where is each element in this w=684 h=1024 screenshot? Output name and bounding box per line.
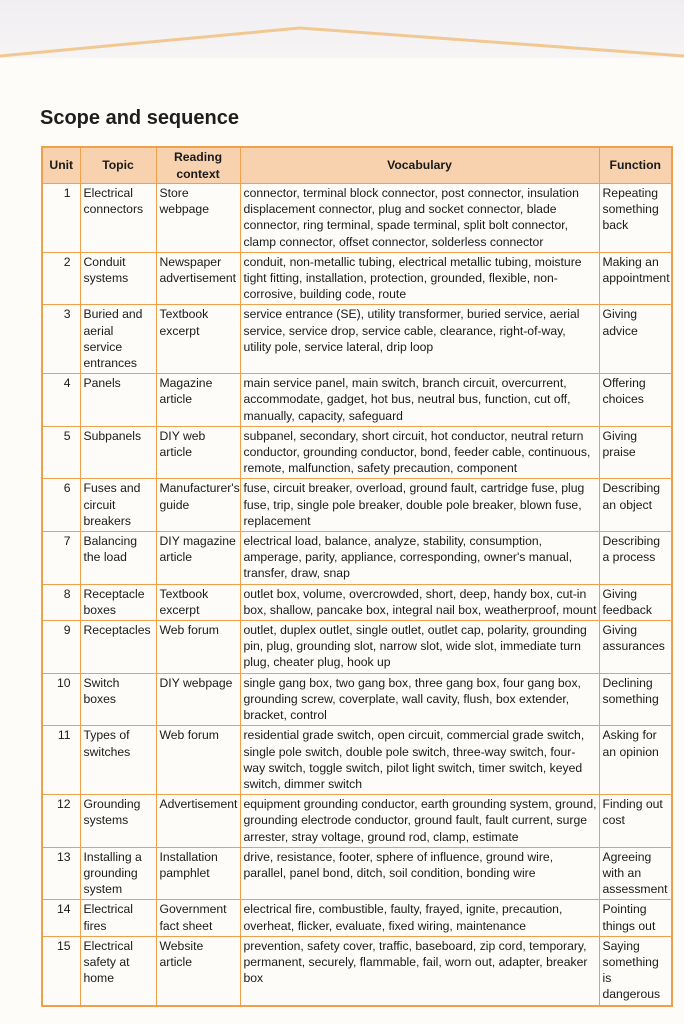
unit-cell: 9 bbox=[42, 621, 80, 674]
scope-sequence-table bbox=[41, 146, 673, 1007]
reading-context-cell: Magazine article bbox=[156, 374, 240, 427]
topic-cell: Grounding systems bbox=[80, 795, 156, 848]
vocabulary-cell: outlet box, volume, overcrowded, short, deep, handy box, cut-in box, shallow, pancake box, integral nail box, weatherproof, mount bbox=[240, 584, 599, 620]
vocabulary-cell: single gang box, two gang box, three gang box, four gang box, grounding screw, coverplate, wall cavity, flush, box extender, bracket, control bbox=[240, 673, 599, 726]
unit-cell: 6 bbox=[42, 479, 80, 532]
table-row bbox=[42, 900, 672, 936]
unit-cell: 12 bbox=[42, 795, 80, 848]
unit-cell: 13 bbox=[42, 847, 80, 900]
header-topic: Topic bbox=[80, 147, 156, 184]
reading-context-cell: Installation pamphlet bbox=[156, 847, 240, 900]
unit-cell: 7 bbox=[42, 532, 80, 585]
reading-context-cell: Website article bbox=[156, 936, 240, 1005]
function-cell: Agreeing with an assessment bbox=[599, 847, 672, 900]
topic-cell: Installing a grounding system bbox=[80, 847, 156, 900]
table-row bbox=[42, 584, 672, 620]
unit-cell: 3 bbox=[42, 305, 80, 374]
topic-cell: Panels bbox=[80, 374, 156, 427]
table-row bbox=[42, 184, 672, 253]
reading-context-cell: Newspaper advertisement bbox=[156, 252, 240, 305]
vocabulary-cell: residential grade switch, open circuit, commercial grade switch, single pole switch, double pole switch, three-way switch, four-way switch, toggle switch, pilot light switch, timer switch, keyed switch, dimmer switch bbox=[240, 726, 599, 795]
table-row bbox=[42, 252, 672, 305]
vocabulary-cell: outlet, duplex outlet, single outlet, outlet cap, polarity, grounding pin, plug, grounding slot, narrow slot, wide slot, immediate turn plug, cheater plug, hook up bbox=[240, 621, 599, 674]
topic-cell: Conduit systems bbox=[80, 252, 156, 305]
unit-cell: 1 bbox=[42, 184, 80, 253]
function-cell: Describing an object bbox=[599, 479, 672, 532]
vocabulary-cell: subpanel, secondary, short circuit, hot conductor, neutral return conductor, grounding conductor, bond, feeder cable, continuous, remote, malfunction, safety precaution, component bbox=[240, 426, 599, 479]
function-cell: Saying something is dangerous bbox=[599, 936, 672, 1005]
unit-cell: 11 bbox=[42, 726, 80, 795]
unit-cell: 10 bbox=[42, 673, 80, 726]
table-row bbox=[42, 426, 672, 479]
header-unit: Unit bbox=[42, 147, 80, 184]
topic-cell: Receptacles bbox=[80, 621, 156, 674]
header-vocabulary: Vocabulary bbox=[240, 147, 599, 184]
function-cell: Giving praise bbox=[599, 426, 672, 479]
function-cell: Describing a process bbox=[599, 532, 672, 585]
vocabulary-cell: connector, terminal block connector, post connector, insulation displacement connector, plug and socket connector, blade connector, ring terminal, spade terminal, split bolt connector, clamp connector, offset connector, solderless connector bbox=[240, 184, 599, 253]
table-row bbox=[42, 479, 672, 532]
function-cell: Pointing things out bbox=[599, 900, 672, 936]
topic-cell: Switch boxes bbox=[80, 673, 156, 726]
function-cell: Giving assurances bbox=[599, 621, 672, 674]
topic-cell: Receptacle boxes bbox=[80, 584, 156, 620]
reading-context-cell: DIY web article bbox=[156, 426, 240, 479]
vocabulary-cell: fuse, circuit breaker, overload, ground fault, cartridge fuse, plug fuse, trip, single pole breaker, double pole breaker, blown fuse, replacement bbox=[240, 479, 599, 532]
unit-cell: 4 bbox=[42, 374, 80, 427]
unit-cell: 8 bbox=[42, 584, 80, 620]
topic-cell: Fuses and circuit breakers bbox=[80, 479, 156, 532]
reading-context-cell: Textbook excerpt bbox=[156, 584, 240, 620]
reading-context-cell: Web forum bbox=[156, 726, 240, 795]
topic-cell: Electrical connectors bbox=[80, 184, 156, 253]
header-reading-context: Reading context bbox=[156, 147, 240, 184]
topic-cell: Electrical fires bbox=[80, 900, 156, 936]
table-row bbox=[42, 305, 672, 374]
decorative-header-line bbox=[0, 0, 684, 64]
vocabulary-cell: drive, resistance, footer, sphere of influence, ground wire, parallel, panel bond, ditch, soil condition, bonding wire bbox=[240, 847, 599, 900]
table-header-row bbox=[42, 147, 672, 184]
topic-cell: Balancing the load bbox=[80, 532, 156, 585]
function-cell: Offering choices bbox=[599, 374, 672, 427]
function-cell: Finding out cost bbox=[599, 795, 672, 848]
table-body bbox=[42, 184, 672, 1006]
unit-cell: 2 bbox=[42, 252, 80, 305]
reading-context-cell: Store webpage bbox=[156, 184, 240, 253]
function-cell: Giving advice bbox=[599, 305, 672, 374]
reading-context-cell: Textbook excerpt bbox=[156, 305, 240, 374]
header-function: Function bbox=[599, 147, 672, 184]
table-row bbox=[42, 847, 672, 900]
topic-cell: Buried and aerial service entrances bbox=[80, 305, 156, 374]
reading-context-cell: DIY magazine article bbox=[156, 532, 240, 585]
reading-context-cell: Manufacturer's guide bbox=[156, 479, 240, 532]
vocabulary-cell: main service panel, main switch, branch circuit, overcurrent, accommodate, gadget, hot bus, neutral bus, function, cut off, manually, capacity, safeguard bbox=[240, 374, 599, 427]
topic-cell: Electrical safety at home bbox=[80, 936, 156, 1005]
function-cell: Making an appointment bbox=[599, 252, 672, 305]
page-title: Scope and sequence bbox=[40, 107, 239, 129]
reading-context-cell: DIY webpage bbox=[156, 673, 240, 726]
table-row bbox=[42, 621, 672, 674]
table-row bbox=[42, 936, 672, 1005]
unit-cell: 14 bbox=[42, 900, 80, 936]
table-row bbox=[42, 673, 672, 726]
table-row bbox=[42, 726, 672, 795]
function-cell: Giving feedback bbox=[599, 584, 672, 620]
vocabulary-cell: prevention, safety cover, traffic, baseboard, zip cord, temporary, permanent, securely, flammable, fail, worn out, adapter, breaker box bbox=[240, 936, 599, 1005]
vocabulary-cell: conduit, non-metallic tubing, electrical metallic tubing, moisture tight fitting, installation, protection, grounded, flexible, non-corrosive, building code, route bbox=[240, 252, 599, 305]
function-cell: Asking for an opinion bbox=[599, 726, 672, 795]
function-cell: Repeating something back bbox=[599, 184, 672, 253]
table-row bbox=[42, 532, 672, 585]
topic-cell: Subpanels bbox=[80, 426, 156, 479]
vocabulary-cell: electrical fire, combustible, faulty, frayed, ignite, precaution, overheat, flicker, evaluate, fixed wiring, maintenance bbox=[240, 900, 599, 936]
function-cell: Declining something bbox=[599, 673, 672, 726]
topic-cell: Types of switches bbox=[80, 726, 156, 795]
reading-context-cell: Government fact sheet bbox=[156, 900, 240, 936]
table-row bbox=[42, 795, 672, 848]
vocabulary-cell: electrical load, balance, analyze, stability, consumption, amperage, parity, appliance, corresponding, owner's manual, transfer, draw, snap bbox=[240, 532, 599, 585]
unit-cell: 5 bbox=[42, 426, 80, 479]
reading-context-cell: Advertisement bbox=[156, 795, 240, 848]
reading-context-cell: Web forum bbox=[156, 621, 240, 674]
vocabulary-cell: equipment grounding conductor, earth grounding system, ground, grounding electrode conductor, ground fault, fault current, surge arrester, stray voltage, ground rod, clamp, estimate bbox=[240, 795, 599, 848]
table-row bbox=[42, 374, 672, 427]
unit-cell: 15 bbox=[42, 936, 80, 1005]
vocabulary-cell: service entrance (SE), utility transformer, buried service, aerial service, service drop, service cable, clearance, right-of-way, utility pole, service lateral, drip loop bbox=[240, 305, 599, 374]
